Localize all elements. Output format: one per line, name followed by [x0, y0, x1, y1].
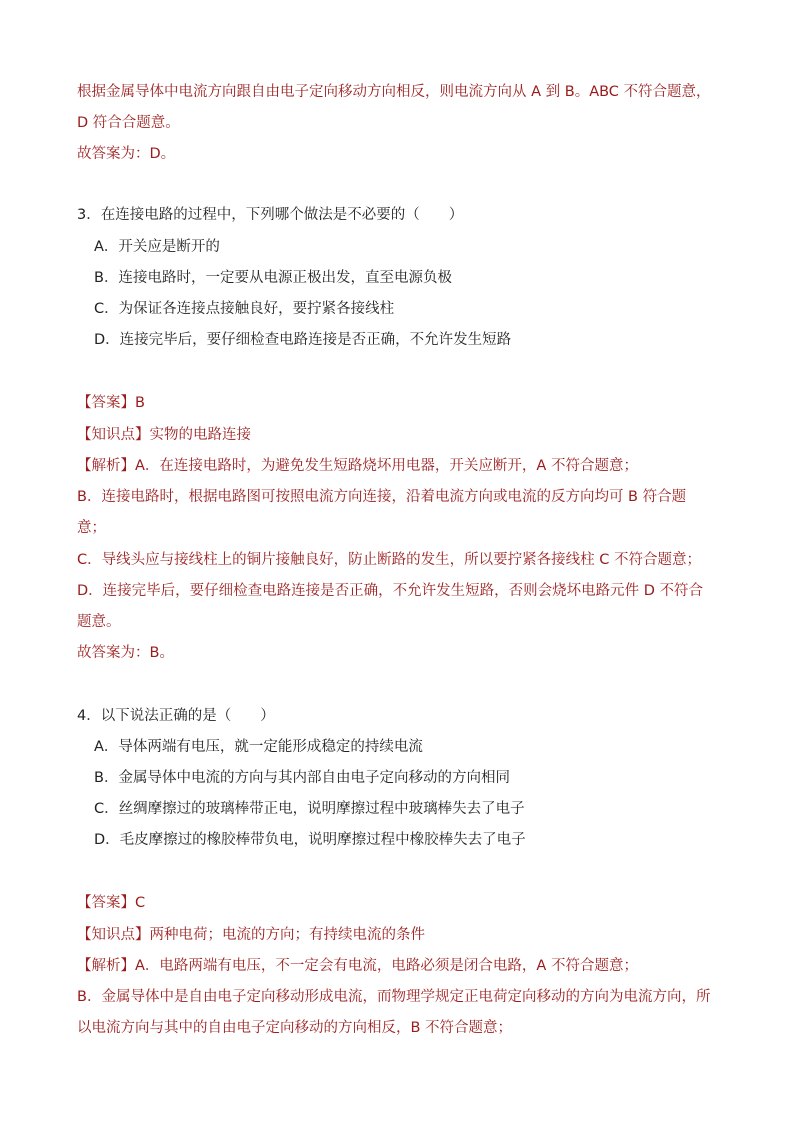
- q4-knowledge-value: 两种电荷；电流的方向；有持续电流的条件: [149, 927, 425, 943]
- intro-line-1: 根据金属导体中电流方向跟自由电子定向移动方向相反，则电流方向从 A 到 B。ABC 不符合题意，: [77, 84, 711, 100]
- q3-final-answer: 故答案为：B。: [77, 645, 174, 661]
- q3-analysis-line-1: A．在连接电路时，为避免发生短路烧坏用电器，开关应断开，A 不符合题意；: [135, 458, 638, 474]
- q4-answer-value: C: [135, 895, 146, 911]
- q3-knowledge-tag: 【知识点】: [77, 427, 150, 443]
- q3-option-c: C．为保证各连接点接触良好，要拧紧各接线柱: [94, 301, 395, 317]
- q3-question: 3．在连接电路的过程中，下列哪个做法是不必要的（ ）: [77, 207, 464, 223]
- q4-knowledge-tag: 【知识点】: [77, 927, 150, 943]
- q4-analysis-row: [77, 956, 638, 976]
- q4-analysis-line-2: B．金属导体中是自由电子定向移动形成电流，而物理学规定正电荷定向移动的方向为电流方向，所: [77, 989, 711, 1005]
- q4-option-b: B．金属导体中电流的方向与其内部自由电子定向移动的方向相同: [94, 770, 510, 786]
- q4-answer-tag: 【答案】: [77, 895, 135, 911]
- intro-answer: 故答案为：D。: [77, 146, 176, 162]
- q3-analysis-row: [77, 456, 638, 476]
- q4-knowledge-row: [77, 925, 425, 945]
- q4-analysis-line-3: 以电流方向与其中的自由电子定向移动的方向相反，B 不符合题意；: [77, 1020, 513, 1036]
- q3-answer-tag: 【答案】: [77, 395, 135, 411]
- q3-analysis-line-6: 题意。: [77, 614, 121, 630]
- q4-option-c: C．丝绸摩擦过的玻璃棒带正电，说明摩擦过程中玻璃棒失去了电子: [94, 801, 525, 817]
- q3-analysis-line-4: C．导线头应与接线柱上的铜片接触良好，防止断路的发生，所以要拧紧各接线柱 C 不符合题意；: [77, 552, 701, 568]
- q3-knowledge-row: [77, 425, 251, 445]
- q4-option-d: D．毛皮摩擦过的橡胶棒带负电，说明摩擦过程中橡胶棒失去了电子: [94, 832, 526, 848]
- q3-option-b: B．连接电路时，一定要从电源正极出发，直至电源负极: [94, 270, 452, 286]
- q4-analysis-line-1: A．电路两端有电压，不一定会有电流，电路必须是闭合电路，A 不符合题意；: [135, 958, 638, 974]
- q3-analysis-line-2: B．连接电路时，根据电路图可按照电流方向连接，沿着电流方向或电流的反方向均可 B 符合题: [77, 489, 687, 505]
- q3-analysis-line-3: 意；: [77, 520, 106, 536]
- q3-option-a: A．开关应是断开的: [94, 239, 220, 255]
- q3-answer-row: [77, 393, 145, 413]
- intro-line-2: D 符合合题意。: [77, 115, 180, 131]
- q3-analysis-line-5: D．连接完毕后，要仔细检查电路连接是否正确，不允许发生短路，否则会烧坏电路元件 D 不符合: [77, 583, 704, 599]
- q4-analysis-tag: 【解析】: [77, 958, 135, 974]
- q4-option-a: A．导体两端有电压，就一定能形成稳定的持续电流: [94, 739, 423, 755]
- q3-option-d: D．连接完毕后，要仔细检查电路连接是否正确，不允许发生短路: [94, 332, 512, 348]
- q4-question: 4．以下说法正确的是（ ）: [77, 708, 275, 724]
- q3-answer-value: B: [135, 395, 145, 411]
- q4-answer-row: [77, 893, 145, 913]
- q3-knowledge-value: 实物的电路连接: [149, 427, 251, 443]
- q3-analysis-tag: 【解析】: [77, 458, 135, 474]
